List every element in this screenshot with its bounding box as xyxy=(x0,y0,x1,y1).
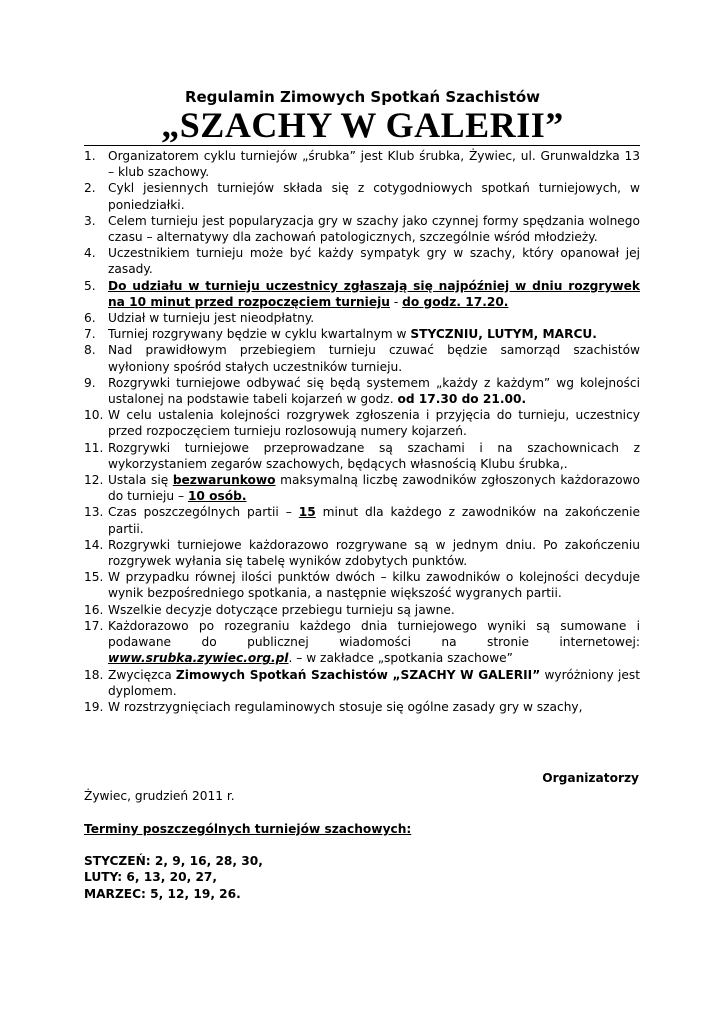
rule-text: Udział w turnieju jest nieodpłatny. xyxy=(108,311,315,326)
schedule-month: STYCZEŃ: 2, 9, 16, 28, 30, xyxy=(84,854,263,869)
rule-text: Wszelkie decyzje dotyczące przebiegu turnieju są jawne. xyxy=(108,602,455,617)
rule-item xyxy=(84,602,640,618)
rule-text: Rozgrywki turniejowe przeprowadzane są szachami i na szachownicach z wykorzystaniem zegarów szachowych, będących własnością Klubu śrubka,. xyxy=(108,440,640,471)
rule-item xyxy=(84,310,640,326)
rule-item xyxy=(84,667,640,699)
emphasis-text: od 17.30 do 21.00. xyxy=(397,392,527,407)
rule-number: 16. xyxy=(84,602,104,617)
rule-text: W celu ustalenia kolejności rozgrywek zgłoszenia i przyjęcia do turnieju, uczestnicy przed rozpoczęciem turnieju rozlosowują numery kojarzeń. xyxy=(108,408,640,439)
emphasis-text: 10 osób. xyxy=(187,489,247,504)
emphasis-text: Do udziału w turnieju uczestnicy zgłaszają się najpóźniej w dniu rozgrywek na 10 minut przed rozpoczęciem turnieju xyxy=(108,278,640,309)
rule-text: minut dla każdego z zawodników na zakończenie partii. xyxy=(108,505,640,536)
rule-number: 17. xyxy=(84,618,104,633)
rule-item xyxy=(84,569,640,601)
rule-item xyxy=(84,326,640,342)
rule-item xyxy=(84,440,640,472)
rule-item xyxy=(84,375,640,407)
rule-number: 18. xyxy=(84,667,104,682)
place-date: Żywiec, grudzień 2011 r. xyxy=(84,789,235,803)
rule-number: 13. xyxy=(84,505,104,520)
schedule-month: LUTY: 6, 13, 20, 27, xyxy=(84,870,218,885)
rule-item xyxy=(84,180,640,212)
rule-item xyxy=(84,278,640,310)
rule-item xyxy=(84,504,640,536)
rule-text: Czas poszczególnych partii – xyxy=(108,505,299,520)
rule-text: Organizatorem cyklu turniejów „śrubka” jest Klub śrubka, Żywiec, ul. Grunwaldzka 13 – klub szachowy. xyxy=(108,149,640,180)
title-divider xyxy=(84,145,640,146)
rule-item xyxy=(84,213,640,245)
document-subtitle: Regulamin Zimowych Spotkań Szachistów xyxy=(184,88,541,106)
rule-number: 5. xyxy=(84,278,96,293)
rule-number: 7. xyxy=(84,327,96,342)
rule-number: 14. xyxy=(84,537,104,552)
rule-item xyxy=(84,537,640,569)
rule-number: 15. xyxy=(84,570,104,585)
rule-item xyxy=(84,407,640,439)
rule-number: 4. xyxy=(84,246,96,261)
rule-number: 12. xyxy=(84,473,104,488)
emphasis-text: bezwarunkowo xyxy=(172,473,276,488)
signature: Organizatorzy xyxy=(542,771,639,785)
rule-text: - xyxy=(389,294,403,309)
rule-item xyxy=(84,245,640,277)
rule-text: Zwycięzca xyxy=(108,667,176,682)
rule-item xyxy=(84,472,640,504)
emphasis-text: STYCZNIU, LUTYM, MARCU. xyxy=(410,327,597,342)
rule-text: wyróżniony jest dyplomem. xyxy=(108,667,640,698)
rule-text: W rozstrzygnięciach regulaminowych stosuje się ogólne zasady gry w szachy, xyxy=(108,699,583,714)
rule-item xyxy=(84,148,640,180)
rule-text: Uczestnikiem turnieju może być każdy sympatyk gry w szachy, który opanował jej zasady. xyxy=(108,246,640,277)
rule-number: 8. xyxy=(84,343,96,358)
rule-text: Każdorazowo po rozegraniu każdego dnia turniejowego wyniki są sumowane i podawane do publicznej wiadomości na stronie internetowej: xyxy=(108,618,640,650)
rule-text: Cykl jesiennych turniejów składa się z cotygodniowych spotkań turniejowych, w poniedziałki. xyxy=(108,181,640,212)
rule-text: Celem turnieju jest popularyzacja gry w szachy jako czynnej formy spędzania wolnego czasu – alternatywy dla zachowań patologicznych, szczególnie wśród młodzieży. xyxy=(108,213,640,245)
emphasis-text: do godz. 17.20. xyxy=(402,294,509,309)
rule-text: Nad prawidłowym przebiegiem turnieju czuwać będzie samorząd szachistów wyłoniony spośród stałych uczestników turnieju. xyxy=(108,343,640,374)
rule-number: 9. xyxy=(84,375,96,390)
rule-text: W przypadku równej ilości punktów dwóch – kilku zawodników o kolejności decyduje wynik bezpośredniego spotkania, a następnie większość wygranych partii. xyxy=(108,570,640,601)
emphasis-text: Zimowych Spotkań Szachistów „SZACHY W GALERII” xyxy=(175,667,541,682)
rule-item xyxy=(84,618,640,667)
rule-number: 11. xyxy=(84,440,104,455)
rule-number: 6. xyxy=(84,311,96,326)
rule-text: . – w zakładce „spotkania szachowe” xyxy=(288,651,513,666)
rule-number: 3. xyxy=(84,213,96,228)
rule-number: 1. xyxy=(84,149,96,163)
rule-number: 10. xyxy=(84,408,104,423)
rule-text: Ustala się xyxy=(108,473,173,488)
rule-text: maksymalną liczbę zawodników zgłoszonych każdorazowo do turnieju – xyxy=(108,473,640,504)
rule-text: Rozgrywki turniejowe każdorazowo rozgrywane są w jednym dniu. Po zakończeniu rozgrywek wyłania się tabelę wyników zdobytych punktów. xyxy=(108,537,640,569)
rule-item xyxy=(84,342,640,374)
rule-item xyxy=(84,699,640,715)
schedule-section xyxy=(84,821,411,902)
website-link[interactable]: www.srubka.zywiec.org.pl xyxy=(108,651,289,666)
rule-text: Turniej rozgrywany będzie w cyklu kwartalnym w xyxy=(108,327,411,342)
rules-list xyxy=(84,148,640,715)
emphasis-text: 15 xyxy=(298,505,316,520)
rule-number: 2. xyxy=(84,181,96,196)
schedule-month: MARZEC: 5, 12, 19, 26. xyxy=(84,886,241,901)
rule-text: Rozgrywki turniejowe odbywać się będą systemem „każdy z każdym” wg kolejności ustalonej na podstawie tabeli kojarzeń w godz. xyxy=(108,375,640,407)
rule-number: 19. xyxy=(84,699,104,714)
schedule-title: Terminy poszczególnych turniejów szachowych: xyxy=(84,822,412,836)
document-title: „SZACHY W GALERII” xyxy=(161,105,564,145)
